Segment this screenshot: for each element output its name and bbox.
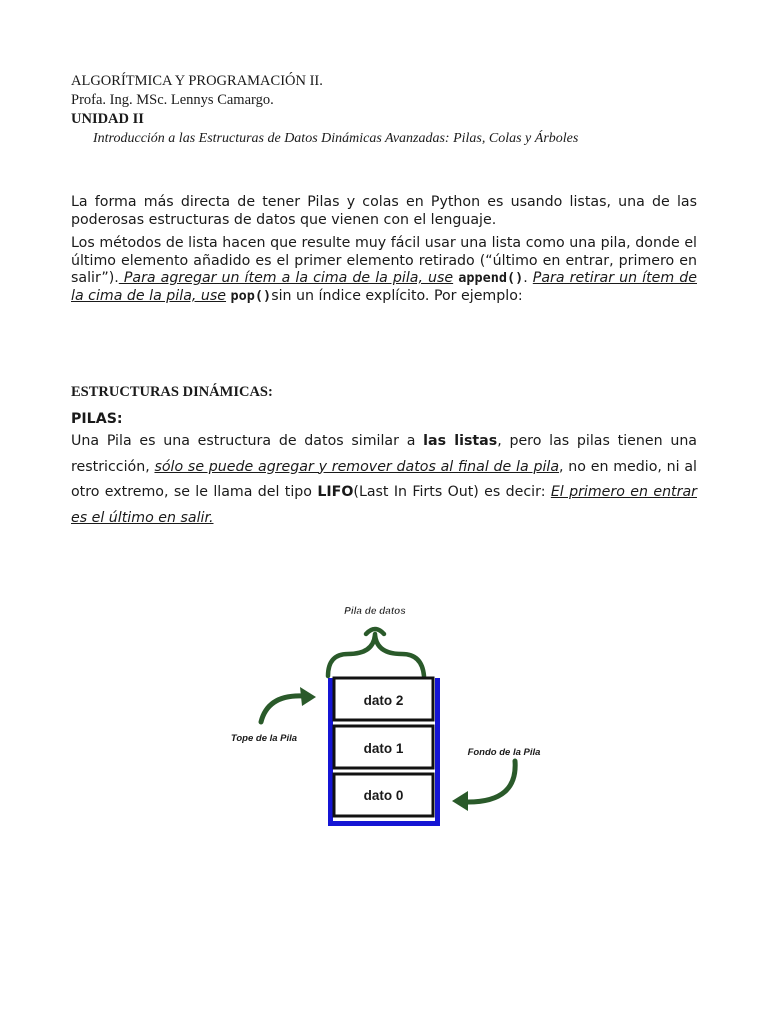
bottom-arrow-head [452,791,468,811]
stack-item-0 [334,774,433,816]
stack-item-2 [334,678,433,720]
append-code: append() [458,270,524,286]
restriction-text: sólo se puede agregar y remover datos al final de la pila [154,458,560,475]
stack-item-0-label: dato 0 [363,788,404,803]
curly-brace-icon [328,634,424,676]
bottom-label: Fondo de la Pila [467,747,541,758]
def-text-g: (Last In Firts Out) es decir: [353,484,551,500]
lifo-explanation: El primero en entrar es el último en salir. [71,484,697,526]
section-title: ESTRUCTURAS DINÁMICAS: [71,384,273,400]
stack-item-2-label: dato 2 [363,693,404,708]
top-label: Tope de la Pila [230,733,298,744]
professor-name: Profa. Ing. MSc. Lennys Camargo. [71,92,274,108]
pop-code: pop() [230,287,272,304]
bottom-arrow-icon [468,761,515,802]
stack-item-1-label: dato 1 [363,741,404,756]
unit-subtitle: Introducción a las Estructuras de Datos Dinámicas Avanzadas: Pilas, Colas y Árboles [93,131,579,146]
document-page [71,72,697,531]
def-text-c: , pero las pilas tienen una restricción, [71,433,697,475]
top-arrow-icon [261,696,304,722]
intro-paragraph-1: La forma más directa de tener Pilas y colas en Python es usando listas, una de las poderosas estructuras de datos que vienen con el lenguaje. [71,194,697,228]
def-text-e: , no en medio, ni al otro extremo, se le llama del tipo [71,458,697,500]
intro-text-g: sin un índice explícito. Por ejemplo: [271,287,523,304]
pop-instruction: Para retirar un ítem de la cima de la pila, use [71,270,697,304]
top-arrow-head [300,687,316,706]
def-text-a: Una Pila es una estructura de datos similar a [71,433,424,449]
course-title: ALGORÍTMICA Y PROGRAMACIÓN II. [71,73,323,89]
stack-diagram [228,598,548,830]
brace-label: Pila de datos [344,606,406,617]
unit-title: UNIDAD II [71,111,144,127]
period: . [523,270,533,286]
section-subtitle: PILAS: [71,411,123,427]
push-instruction: Para agregar un ítem a la cima de la pila, use [118,270,454,286]
stack-definition-paragraph [71,429,697,531]
lifo-term: LIFO [317,484,354,500]
stack-item-1 [334,726,433,768]
stack-diagram-svg [228,598,548,830]
lists-term: las listas [423,433,498,449]
intro-paragraph-2 [71,235,697,305]
intro-text-a: Los métodos de lista hacen que resulte muy fácil usar una lista como una pila, donde el último elemento añadido es el primer elemento retirado (“último en entrar, primero en salir”). [71,235,697,286]
